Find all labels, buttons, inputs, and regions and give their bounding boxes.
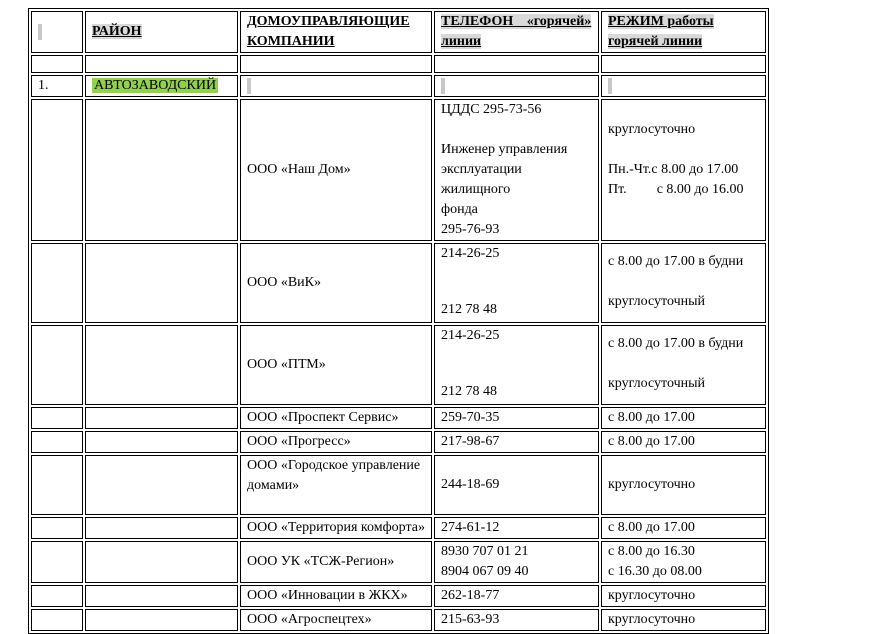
table-row — [31, 99, 766, 241]
company-name: ООО «ВиК» — [247, 275, 321, 290]
table-row — [31, 407, 766, 429]
empty-cell — [31, 585, 83, 607]
mode-value: с 8.00 до 17.00 — [608, 434, 695, 449]
company-cell — [240, 407, 432, 429]
header-mode-line2: горячей линии — [608, 34, 703, 49]
text-cursor-mark — [608, 78, 612, 94]
phone-cell — [434, 99, 599, 241]
empty-cell — [31, 99, 83, 241]
company-name: ООО «ПТМ» — [247, 357, 326, 372]
phone-cell — [434, 431, 599, 453]
phone-value: 215-63-93 — [441, 612, 500, 627]
district-cell — [601, 75, 766, 97]
empty-cell — [85, 407, 238, 429]
company-name: ООО УК «ТСЖ-Регион» — [247, 554, 395, 569]
phone-line: 214-26-25 — [441, 328, 500, 343]
phone-cell — [434, 609, 599, 631]
district-num-cell — [31, 75, 83, 97]
district-cell — [240, 75, 432, 97]
mode-cell — [601, 541, 766, 583]
table-row — [31, 455, 766, 515]
company-cell — [240, 585, 432, 607]
phone-line: 8930 707 01 21 — [441, 544, 529, 559]
mode-cell — [601, 585, 766, 607]
phone-cell — [434, 243, 599, 323]
empty-cell — [31, 455, 83, 515]
mode-line: Пт. — [608, 182, 627, 197]
mode-line: круглосуточно — [608, 122, 696, 137]
mode-line: с 8.00 до 16.00 — [656, 182, 744, 197]
mode-cell — [601, 407, 766, 429]
mode-cell — [601, 517, 766, 539]
company-name-line: ООО «Городское управление — [247, 458, 421, 473]
header-mode-cell — [601, 11, 766, 53]
phone-value: 217-98-67 — [441, 434, 500, 449]
empty-cell — [31, 325, 83, 405]
mode-cell — [601, 609, 766, 631]
header-row — [31, 11, 766, 53]
empty-cell — [85, 243, 238, 323]
header-phone-cell — [434, 11, 599, 53]
phone-cell — [434, 325, 599, 405]
header-companies-cell — [240, 11, 432, 53]
company-name-line: домами» — [247, 478, 300, 493]
company-cell — [240, 541, 432, 583]
header-phone-line2: линии — [441, 34, 482, 49]
phone-line: ЦДДС 295-73-56 — [441, 102, 542, 117]
company-cell — [240, 455, 432, 515]
mode-cell — [601, 431, 766, 453]
header-num-cell — [31, 11, 83, 53]
mode-line: круглосуточный — [608, 294, 706, 309]
table-row — [31, 541, 766, 583]
mode-value: круглосуточно — [608, 612, 696, 627]
mode-line: с 16.30 до 08.00 — [608, 564, 702, 579]
empty-cell — [85, 99, 238, 241]
company-name: ООО «Проспект Сервис» — [247, 410, 399, 425]
mode-line: с 8.00 до 17.00 в будни — [608, 254, 744, 269]
empty-cell — [240, 55, 432, 73]
text-cursor-mark — [441, 78, 445, 94]
phone-cell — [434, 455, 599, 515]
phone-cell — [434, 407, 599, 429]
mode-value: с 8.00 до 17.00 — [608, 410, 695, 425]
header-companies-line2: КОМПАНИИ — [247, 34, 335, 49]
district-name-cell — [85, 75, 238, 97]
phone-value: 274-61-12 — [441, 520, 500, 535]
company-cell — [240, 99, 432, 241]
company-cell — [240, 325, 432, 405]
header-mode-line1: РЕЖИМ работы — [608, 14, 714, 29]
phone-value: 259-70-35 — [441, 410, 500, 425]
table-row — [31, 431, 766, 453]
mode-line: с 8.00 до 17.00 в будни — [608, 336, 744, 351]
table-row — [31, 585, 766, 607]
mode-value: круглосуточно — [608, 588, 696, 603]
mode-cell — [601, 99, 766, 241]
phone-value: 244-18-69 — [441, 477, 500, 492]
empty-cell — [31, 407, 83, 429]
mode-line: Пн.-Чт.с 8.00 до 17.00 — [608, 162, 739, 177]
phone-cell — [434, 517, 599, 539]
empty-cell — [85, 585, 238, 607]
district-name: АВТОЗАВОДСКИЙ — [94, 78, 217, 93]
company-cell — [240, 431, 432, 453]
phone-line: 212 78 48 — [441, 302, 497, 317]
phone-cell — [434, 585, 599, 607]
company-name: ООО «Агроспецтех» — [247, 612, 372, 627]
empty-cell — [85, 431, 238, 453]
header-phone-line1: ТЕЛЕФОН «горячей» — [441, 14, 592, 29]
phone-line: 295-76-93 — [441, 222, 500, 237]
empty-cell — [31, 431, 83, 453]
empty-cell — [31, 243, 83, 323]
company-name: ООО «Прогресс» — [247, 434, 351, 449]
text-cursor-mark — [247, 78, 251, 94]
empty-cell — [85, 55, 238, 73]
phone-value: 262-18-77 — [441, 588, 500, 603]
phone-line: 8904 067 09 40 — [441, 564, 529, 579]
phone-line: 214-26-25 — [441, 246, 500, 261]
text-cursor-mark — [38, 24, 42, 40]
empty-cell — [31, 541, 83, 583]
district-cell — [434, 75, 599, 97]
mode-value: с 8.00 до 17.00 — [608, 520, 695, 535]
header-rayon: РАЙОН — [92, 24, 142, 39]
empty-cell — [31, 55, 83, 73]
phone-cell — [434, 541, 599, 583]
mode-cell — [601, 325, 766, 405]
company-name: ООО «Территория комфорта» — [247, 520, 425, 535]
mode-line: с 8.00 до 16.30 — [608, 544, 695, 559]
empty-cell — [85, 517, 238, 539]
empty-cell — [31, 517, 83, 539]
company-cell — [240, 243, 432, 323]
company-cell — [240, 517, 432, 539]
header-rayon-cell — [85, 11, 238, 53]
mode-line: круглосуточный — [608, 376, 706, 391]
district-num: 1. — [38, 78, 49, 93]
empty-cell — [601, 55, 766, 73]
phone-line: 212 78 48 — [441, 384, 497, 399]
table-row — [31, 517, 766, 539]
mode-cell — [601, 243, 766, 323]
table-row — [31, 325, 766, 405]
empty-cell — [85, 609, 238, 631]
phone-line: Инженер управления — [441, 142, 568, 157]
empty-cell — [85, 325, 238, 405]
company-name: ООО «Инновации в ЖКХ» — [247, 588, 408, 603]
empty-cell — [85, 455, 238, 515]
company-cell — [240, 609, 432, 631]
empty-cell — [31, 609, 83, 631]
mode-cell — [601, 455, 766, 515]
table-row — [31, 609, 766, 631]
company-name: ООО «Наш Дом» — [247, 162, 351, 177]
header-companies-line1: ДОМОУПРАВЛЯЮЩИЕ — [247, 14, 410, 29]
empty-cell — [434, 55, 599, 73]
phone-line: эксплуатации жилищного — [441, 162, 522, 197]
district-row — [31, 75, 766, 97]
table-row — [31, 243, 766, 323]
phone-line: фонда — [441, 202, 478, 217]
empty-row — [31, 55, 766, 73]
hotline-table — [28, 8, 769, 634]
mode-value: круглосуточно — [608, 477, 696, 492]
empty-cell — [85, 541, 238, 583]
